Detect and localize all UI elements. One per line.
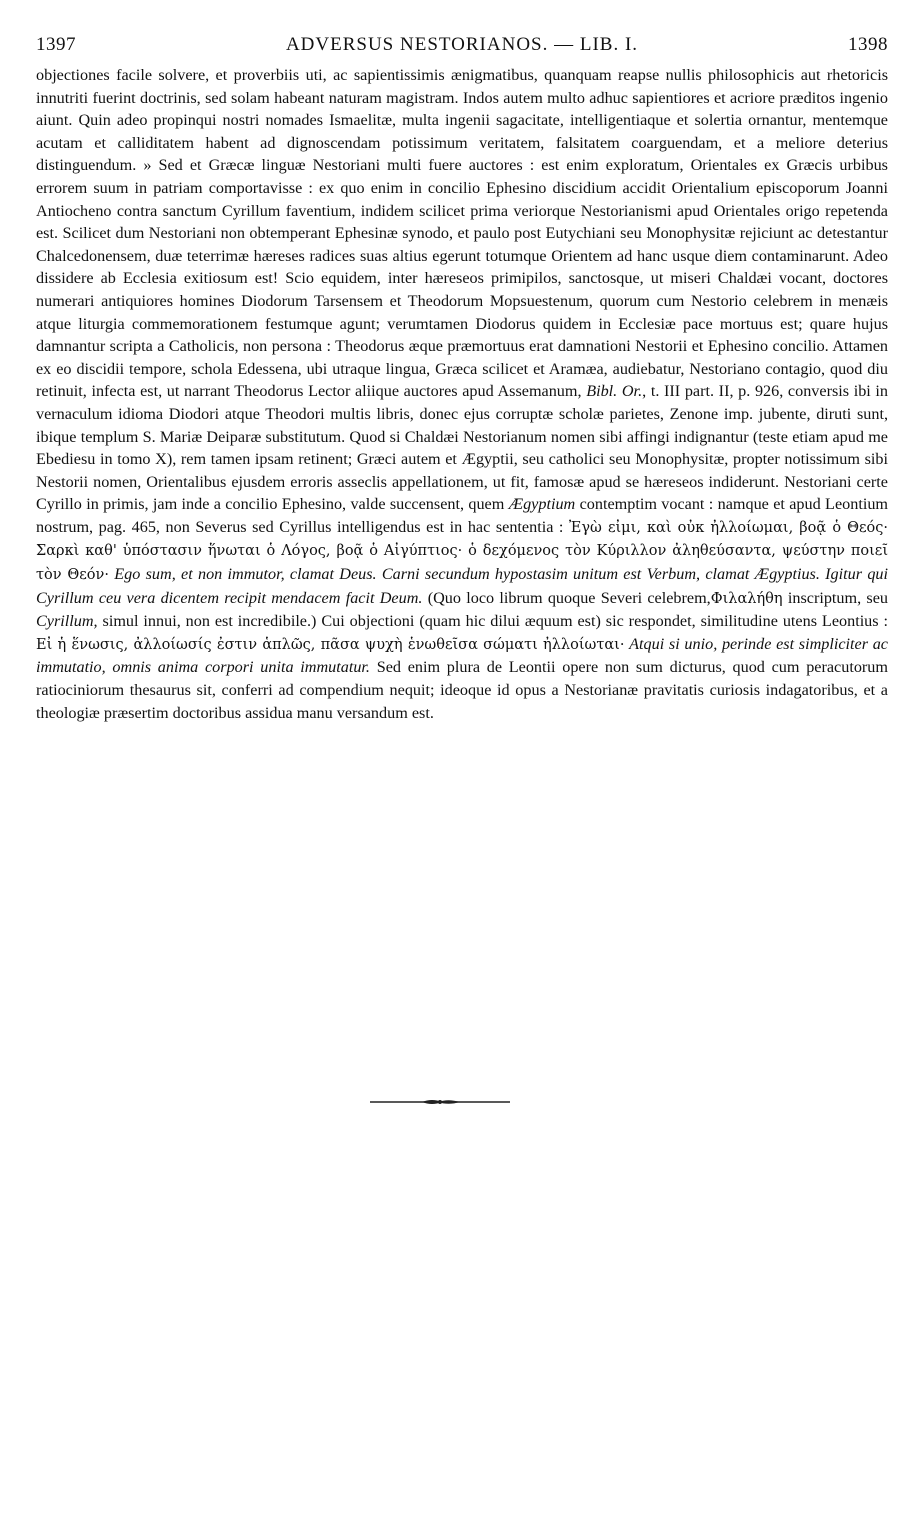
- greek-title: Φιλαλήθη: [710, 590, 783, 607]
- running-title: ADVERSUS NESTORIANOS. — LIB. I.: [285, 34, 639, 55]
- text-run: contemptim vocant : namque et apud Leontium nostrum, pag. 465, non Severus sed Cyrillus intelligendus est in hac sententia :: [36, 495, 888, 536]
- greek-quotation: Ἐγὼ εἰμι, καὶ οὐκ ἠλλοίωμαι, βοᾷ ὁ Θεός· Σαρκὶ καθ' ὑπόστασιν ἥνωται ὁ Λόγος, βοᾷ ὁ Αἰγύπτιος· ὁ δεχόμενος τὸν Κύριλλον ἀληθεύσαντα, ψεύστην ποιεῖ τὸν Θεόν·: [36, 519, 889, 584]
- italic-translation: Ego sum, et non immutor, clamat Deus. Carni secundum hypostasim unitum est Verbum, clamat Ægyptius. Igitur qui Cyrillum ceu vera dicentem recipit mendacem facit Deum.: [36, 565, 889, 607]
- italic-term: Cyrillum,: [36, 612, 98, 631]
- greek-quotation: Εἰ ἡ ἕνωσις, ἀλλοίωσίς ἐστιν ἁπλῶς, πᾶσα ψυχὴ ἑνωθεῖσα σώματι ἠλλοίωται·: [36, 636, 625, 653]
- text-run: simul innui, non est incredibile.) Cui objectioni (quam hic dilui æquum est) sic respondet, similitudine utens Leontius :: [102, 612, 888, 631]
- italic-term: Ægyptium: [508, 495, 576, 514]
- text-run: objectiones facile solvere, et proverbiis uti, ac sapientissimis ænigmatibus, quanquam reapse nullis philosophicis aut rhetoricis innutriti fuerint doctrinis, sed solam habeant naturam magistram. Indos autem multo adhuc sapientiores et acriore præditos ingenio aiunt. Quin adeo propinqui nostri nomades Ismaelitæ, multa ingenii sagacitate, intelligentiaque et solertia ornantur, mentemque acutam et calliditatem habent ad dignoscendam potissimum veritatem, falsitatem coarguendam, et a meliore deterius distinguendum. » Sed et Græcæ linguæ Nestoriani multi fuere auctores : est enim exploratum, Orientales ex Græcis urbibus errorem suum in patriam comportavisse : ex quo enim in concilio Ephesino discidium accidit Orientalium episcoporum Joanni Antiocheno contra sanctum Cyrillum faventium, indidem scilicet prima veriorque Nestorianismi apud Orientales origo repetenda est. Scilicet dum Nestoriani non obtemperant Ephesinæ synodo, et paulo post Eutychiani seu Monophysitæ rejiciunt ac detestantur Chalcedonensem, duæ teterrimæ hæreses radices suas altius egerunt totumque Orientem ad hanc usque diem contaminarunt. Adeo dissidere ab Ecclesia exitiosum est! Scio equidem, inter hæreseos primipilos, sanctosque, ut miseri Chaldæi vocant, doctores numerari antiquiores homines Diodorum Tarsensem et Theodorum Mopsuestenum, quorum cum Nestorio celebrem in menæis atque liturgia commemorationem festumque agunt; verumtamen Diodorus quidem in Ecclesiæ pace mortuus est; quare hujus damnantur scripta a Catholicis, non persona : Theodorus æque præmortuus erat damnationi Nestorii et Ephesino concilio. Attamen ex eo discidii tempore, schola Edessena, ubi utraque lingua, Græca scilicet et Aramæa, audiebatur, Nestoriano contagio, quod diu retinuit, infecta est, ut narrant Theodorus Lector aliique auctores apud Assemanum,: [36, 66, 888, 401]
- left-page-number: 1397: [36, 34, 76, 55]
- end-ornament: [370, 1097, 510, 1107]
- text-run: (Quo loco librum quoque Severi celebrem,: [427, 588, 711, 607]
- italic-translation: Atqui si unio, perinde est simpliciter ac immutatio, omnis anima corpori unita immutatur.: [36, 634, 888, 677]
- text-run: Sed enim plura de Leontii opere non sum dicturus, quod cum peracutorum ratiociniorum thesaurus sit, conferri ad compendium nequit; ideoque id opus a Nestorianæ pravitatis curiosis indagatoribus, et a theologiæ præsertim doctoribus assidua manu versandum est.: [36, 658, 888, 722]
- running-head: [36, 30, 888, 58]
- body-text: [36, 64, 888, 724]
- text-run: inscriptum, seu: [787, 588, 889, 607]
- right-page-number: 1398: [848, 34, 888, 55]
- document-page: [36, 30, 888, 724]
- paragraph: [36, 64, 888, 724]
- italic-citation: Bibl. Or.: [586, 382, 643, 401]
- text-run: , t. III part. II, p. 926, conversis ibi in vernaculum idioma Diodori atque Theodori multis libris, donec ejus corruptæ scholæ parietes, Zenone imp. jubente, diruti sunt, ibique templum S. Mariæ Deiparæ substitutum. Quod si Chaldæi Nestorianum nomen sibi affingi indignantur (teste etiam apud me Ebediesu in tomo X), rem tamen ipsam retinent; Græci autem et Ægyptii, seu catholici seu Monophysitæ, propter notissimum sibi Nestorii nomen, Orientalibus ejusdem erroris asseclis appellationem, ut fit, famosæ apud se hæreseos indiderunt. Nestoriani certe Cyrillo in primis, jam inde a concilio Ephesino, valde succensent, quem: [36, 382, 889, 514]
